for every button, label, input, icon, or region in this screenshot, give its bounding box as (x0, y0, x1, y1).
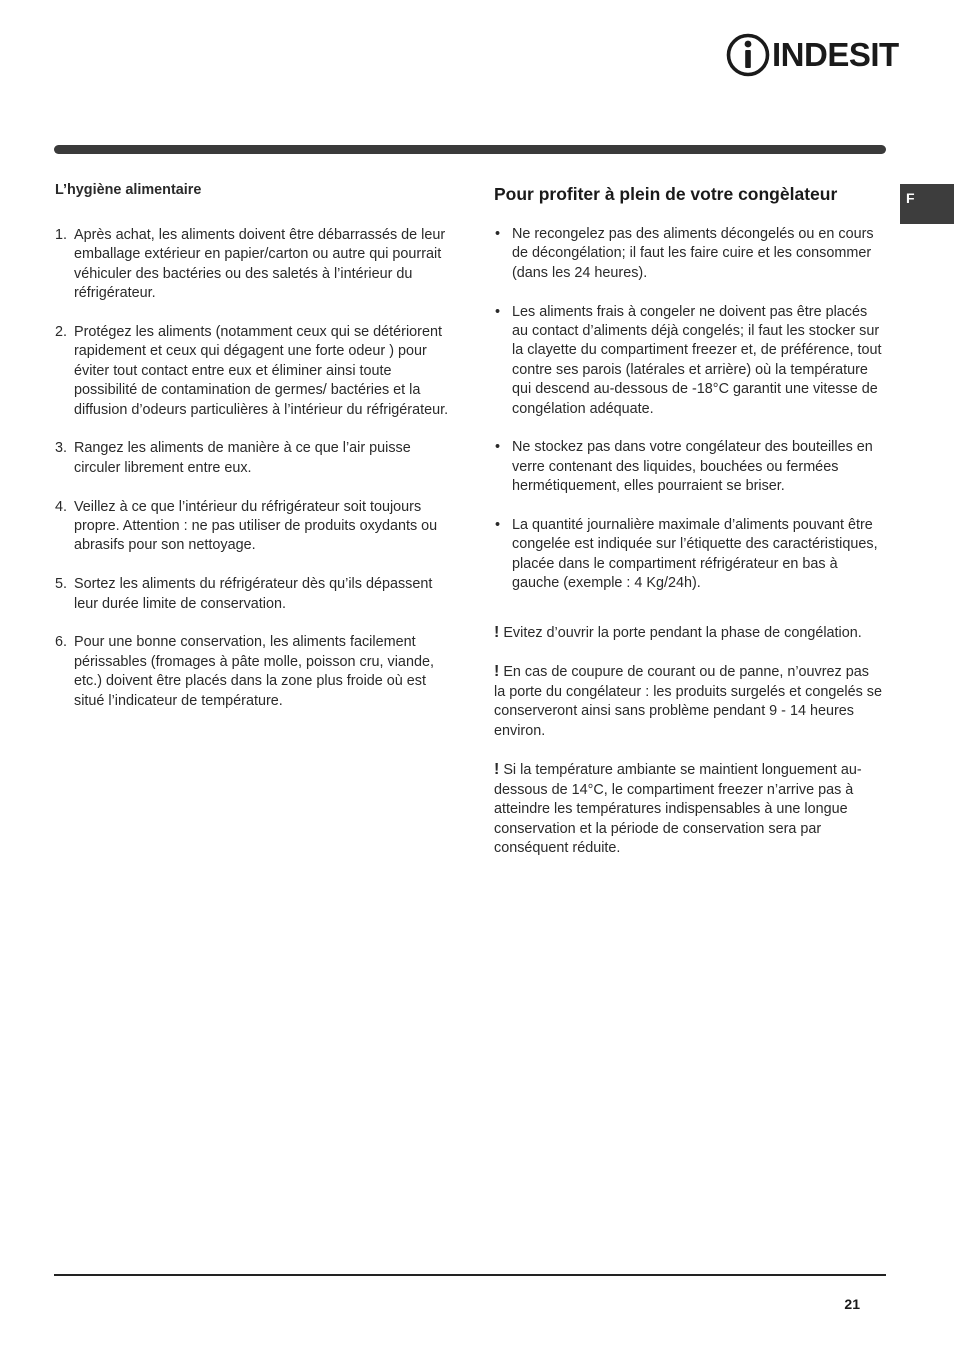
list-item-number: 2. (55, 324, 68, 341)
warning-note (494, 760, 884, 858)
list-item-text: Veillez à ce que l’intérieur du réfrigérateur soit toujours propre. Attention : ne pas utiliser de produits oxydants ou abrasifs pour son nettoyage. (74, 498, 438, 554)
warning-icon: ! (494, 623, 500, 641)
bullet-item (494, 516, 884, 594)
warning-notes (494, 623, 884, 859)
warning-icon: ! (494, 761, 500, 779)
warning-text: Evitez d’ouvrir la porte pendant la phase de congélation. (503, 624, 862, 641)
warning-icon: ! (494, 663, 500, 681)
list-item (55, 633, 455, 711)
list-item-number: 1. (55, 227, 68, 243)
bullet-item (494, 303, 884, 419)
left-column (55, 180, 455, 730)
list-item-number: 3. (55, 440, 68, 457)
list-item (55, 575, 455, 614)
list-item-number: 4. (55, 498, 68, 515)
warning-text: Si la température ambiante se maintient longuement au-dessous de 14°C, le compartiment freezer n’arrive pas à atteindre les températures indispensables à une longue conservation et la période de conservation sera par conséquent réduite. (494, 762, 862, 857)
right-column (494, 182, 884, 878)
brand-name: INDESIT (772, 36, 899, 73)
bullet-icon: • (495, 439, 501, 456)
warning-note (494, 623, 884, 643)
list-item (55, 323, 455, 420)
indesit-logo-icon (726, 32, 770, 78)
bullet-icon: • (495, 517, 501, 534)
bullet-icon: • (495, 303, 501, 320)
list-item-text: Sortez les aliments du réfrigérateur dès qu’ils dépassent leur durée limite de conservation. (74, 576, 433, 612)
page-number: 21 (844, 1296, 860, 1312)
section-heading-freezer: Pour profiter à plein de votre congèlateur (494, 184, 838, 204)
section-heading-hygiene: L’hygiène alimentaire (55, 182, 202, 198)
list-item (55, 439, 455, 478)
list-item-text: Protégez les aliments (notamment ceux qui se détériorent rapidement et ceux qui dégagent une forte odeur ) pour éviter tout contact entre eux et éliminer ainsi toute possibilité de contamination de germes/ bactéries et la diffusion d’odeurs particulières à l’intérieur du réfrigérateur. (74, 324, 449, 418)
hygiene-list (55, 226, 455, 711)
list-item-number: 6. (55, 634, 68, 651)
warning-note (494, 662, 884, 741)
list-item-number: 5. (55, 576, 68, 593)
list-item-text: Rangez les aliments de manière à ce que l’air puisse circuler librement entre eux. (74, 440, 411, 476)
freezer-tips-list (494, 225, 884, 594)
bullet-icon: • (495, 226, 501, 242)
warning-text: En cas de coupure de courant ou de panne, n’ouvrez pas la porte du congélateur : les produits surgelés et congelés se conserveront ainsi sans problème pendant 9 - 14 heures environ. (494, 664, 882, 739)
list-item-text: Pour une bonne conservation, les aliments facilement périssables (fromages à pâte molle, poisson cru, viande, etc.) doivent être placés dans la zone plus froide où est situé l’indicateur de température. (74, 634, 434, 709)
footer-divider (54, 1274, 886, 1276)
bullet-text: Ne stockez pas dans votre congélateur des bouteilles en verre contenant des liquides, bouchées ou fermées hermétiquement, elles pourraient se briser. (512, 439, 873, 495)
language-tab: F (900, 184, 954, 224)
bullet-text: Ne recongelez pas des aliments décongelés ou en cours de décongélation; il faut les faire cuire et les consommer (dans les 24 heures). (512, 226, 874, 281)
bullet-item (494, 225, 884, 283)
list-item (55, 498, 455, 556)
list-item-text: Après achat, les aliments doivent être débarrassés de leur emballage extérieur en papier/carton ou autre qui pourrait véhiculer des bactéries ou des saletés à l’intérieur du réfrigérateur. (74, 227, 446, 302)
bullet-text: Les aliments frais à congeler ne doivent pas être placés au contact d’aliments déjà congelés; il faut les stocker sur la clayette du compartiment freezer et, de préférence, tout contre ses parois (latérales et arrière) où la température qui descend au-dessous de -18°C garantit une vitesse de congélation adéquate. (512, 303, 882, 417)
bullet-item (494, 438, 884, 496)
header-divider (54, 145, 886, 154)
bullet-text: La quantité journalière maximale d’aliments pouvant être congelée est indiquée sur l’étiquette des caractéristiques, placée dans le compartiment réfrigérateur en bas à gauche (exemple : 4 Kg/24h). (512, 517, 878, 592)
list-item (55, 226, 455, 304)
brand-logo (726, 32, 899, 78)
